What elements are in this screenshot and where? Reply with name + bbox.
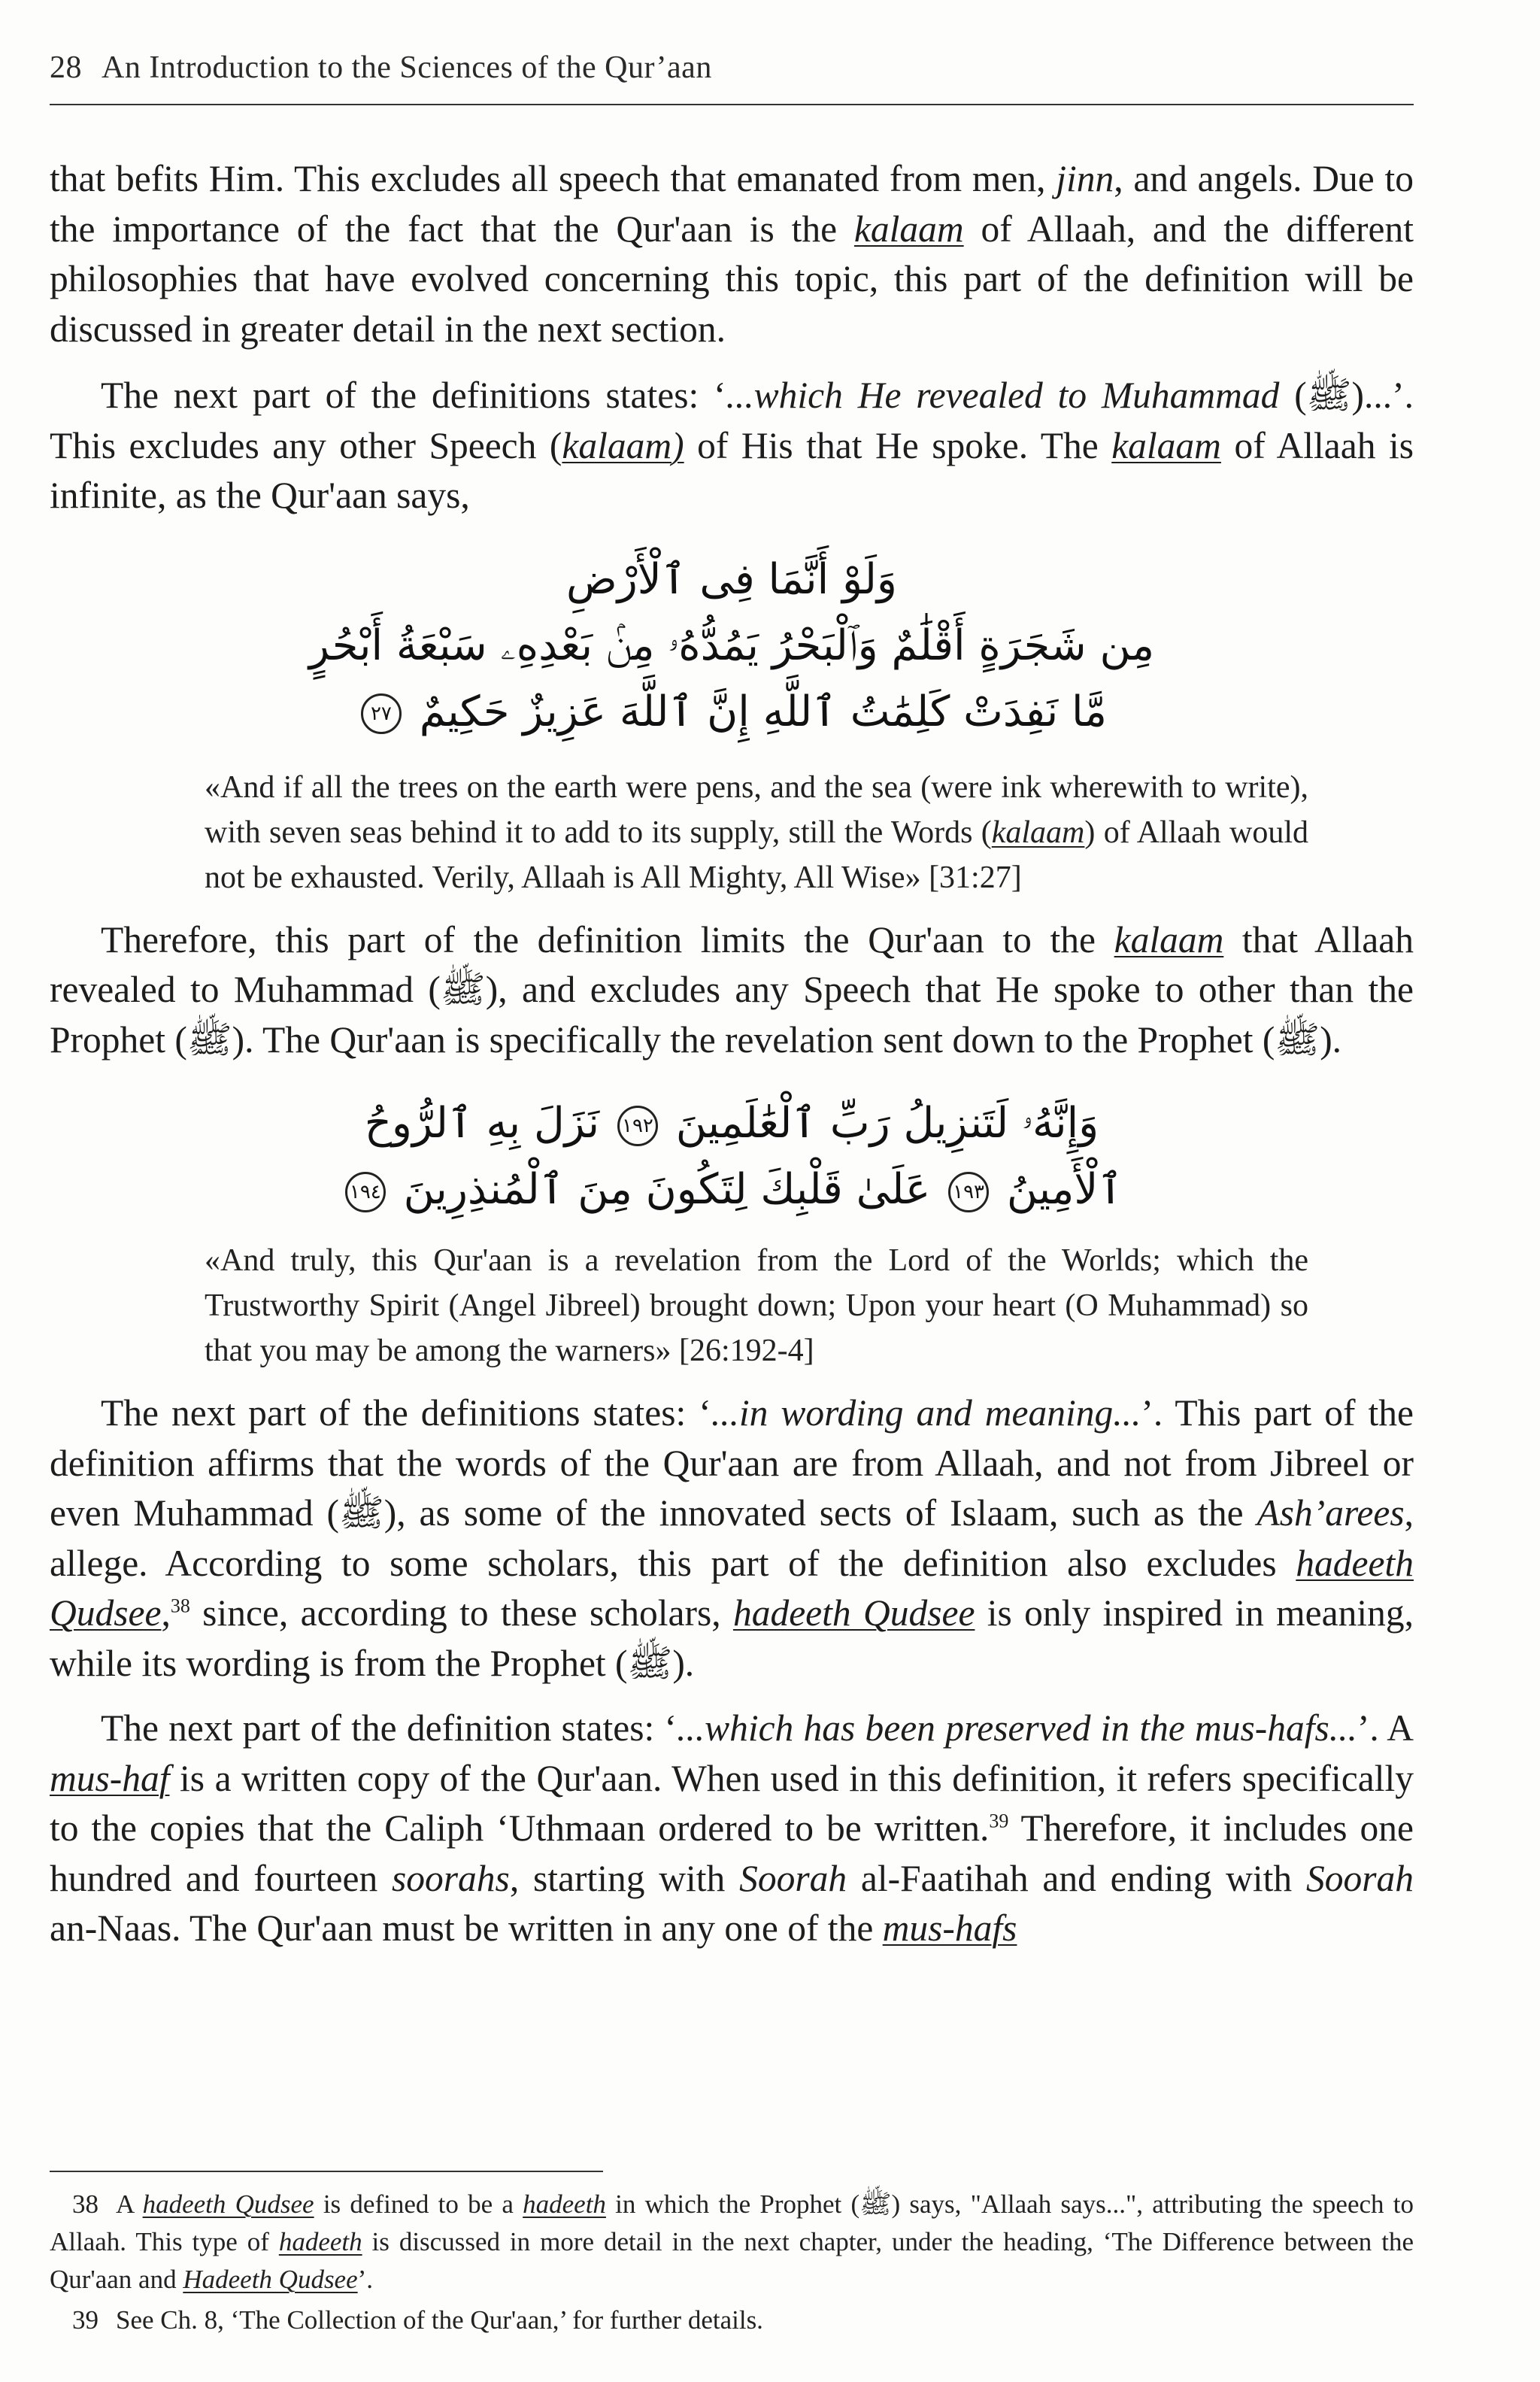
footnotes [50,2186,1414,2339]
text-run: A [116,2189,143,2219]
translation-quote-1 [205,765,1308,900]
italic-term: Soorah [1306,1857,1414,1899]
italic-quote: ...which He revealed to Muhammad [726,375,1280,416]
page [50,0,1414,2382]
text-run: ’. This part of the definition affirms that the words of the Qur'aan are from Allaah, and not from Jibreel or even Muhammad (ﷺ), as some of the innovated sects of Islaam, such as the [50,1392,1414,1534]
ayah-number-mark: ١٩٢ [617,1106,658,1146]
text-run: Therefore, it includes one hundred and fourteen [50,1807,1414,1899]
ayah-number-mark: ١٩٤ [345,1172,386,1212]
page-number: 28 [50,50,82,85]
italic-term: kalaam [991,815,1085,850]
italic-term: kalaam [1114,918,1224,960]
text-run: is discussed in more detail in the next chapter, under the heading, ‘The Difference between the Qur'aan and [50,2227,1414,2294]
arabic-line [50,1091,1414,1157]
text-run: See Ch. 8, ‘The Collection of the Qur'aan,’ for further details. [116,2305,763,2335]
footnote-number: 38 [72,2189,99,2219]
book-title: An Introduction to the Sciences of the Qur’aan [102,50,712,85]
text-run: of Allaah, and the different philosophies that have evolved concerning this topic, this part of the definition will be discussed in greater detail in the next section. [50,208,1414,350]
italic-term: hadeeth [523,2189,606,2219]
text-run: ’. [357,2265,374,2294]
arabic-text: نَزَلَ بِهِ ٱلرُّوحُ [364,1099,600,1148]
italic-term: hadeeth [278,2227,362,2256]
text-run: The next part of the definitions states: ‘ [101,1392,711,1434]
page-body [50,154,1414,1954]
footnote-38 [50,2186,1414,2299]
header-rule [50,104,1414,105]
text-run: of His that He spoke. The [684,424,1112,466]
footnote-rule [50,2171,603,2172]
arabic-line: وَلَوْ أَنَّمَا فِى ٱلْأَرْضِ [566,554,897,604]
italic-quote: ...in wording and meaning... [711,1392,1141,1434]
italic-term: kalaam [853,208,964,250]
translation-quote-2: «And truly, this Qur'aan is a revelation from the Lord of the Worlds; which the Trustworthy Spirit (Angel Jibreel) brought down; Upon your heart (O Muhammad) so that you may be among the warners» [26:192-4] [205,1243,1308,1368]
arabic-line: مِن شَجَرَةٍ أَقْلَٰمٌ وَٱلْبَحْرُ يَمُدُّهُۥ مِنۢ بَعْدِهِۦ سَبْعَةُ أَبْحُرٍ [308,621,1155,670]
running-header [50,47,1414,107]
italic-term: hadeeth Qudsee [732,1592,975,1634]
text-run: is only inspired in meaning, while its wording is from the Prophet (ﷺ). [50,1592,1414,1684]
arabic-line [50,1157,1414,1223]
italic-term: mus-haf [50,1757,170,1799]
footnote-39 [50,2302,1414,2339]
text-run: is defined to be a [314,2189,523,2219]
italic-term: Soorah [739,1857,847,1899]
text-run: The next part of the definition states: ‘ [101,1707,677,1749]
paragraph-5 [50,1704,1414,1954]
arabic-text: عَلَىٰ قَلْبِكَ لِتَكُونَ مِنَ ٱلْمُنذِرِينَ [403,1165,931,1214]
header-text [50,50,712,86]
text-run: «And if all the trees on the earth were pens, and the sea (were ink wherewith to write), with seven seas behind it to add to its supply, still the Words ( [205,769,1308,850]
text-run: , starting with [509,1857,740,1899]
text-run: ) of Allaah would not be exhausted. Verily, Allaah is All Mighty, All Wise» [31:27] [205,815,1308,895]
paragraph-2 [50,371,1414,521]
italic-term: kalaam) [562,424,684,466]
text-run: (ﷺ)...’. This excludes any other Speech ( [50,375,1414,466]
italic-term: Hadeeth Qudsee [183,2265,358,2294]
arabic-verse-1 [50,547,1414,745]
footnote-ref-39[interactable]: 39 [989,1810,1009,1832]
arabic-line [50,679,1414,745]
text-run: that Allaah revealed to Muhammad (ﷺ), and excludes any Speech that He spoke to other than the Prophet (ﷺ). The Qur'aan is specifically the revelation sent down to the Prophet (ﷺ). [50,918,1414,1061]
paragraph-1 [50,154,1414,354]
italic-term: jinn [1056,158,1114,199]
paragraph-4 [50,1388,1414,1689]
text-run: Therefore, this part of the definition limits the Qur'aan to the [101,918,1114,960]
text-run: al-Faatihah and ending with [847,1857,1306,1899]
text-run: of Allaah is infinite, as the Qur'aan says, [50,424,1414,516]
ayah-number-mark: ٢٧ [361,693,402,734]
italic-term: hadeeth Qudsee [50,1542,1414,1634]
text-run: that befits Him. This excludes all speech that emanated from men, [50,158,1056,199]
ayah-number-mark: ١٩٣ [948,1172,989,1212]
text-run: ’. A [1357,1707,1414,1749]
italic-term: kalaam [1111,424,1221,466]
text-run: , allege. According to some scholars, this part of the definition also excludes [50,1492,1414,1584]
arabic-verse-2 [50,1091,1414,1223]
italic-term: hadeeth Qudsee [142,2189,314,2219]
text-run: in which the Prophet (ﷺ) says, "Allaah says...", attributing the speech to Allaah. This type of [50,2189,1414,2256]
italic-term: Ash’arees [1257,1492,1405,1534]
arabic-text: مَّا نَفِدَتْ كَلِمَٰتُ ٱللَّهِ إِنَّ ٱللَّهَ عَزِيزٌ حَكِيمٌ [419,687,1108,736]
footnote-number: 39 [72,2305,99,2335]
paragraph-3 [50,915,1414,1066]
footnote-ref-38[interactable]: 38 [170,1595,190,1617]
italic-term: mus-hafs [882,1907,1017,1949]
italic-term: soorahs [392,1857,510,1899]
text-run: , [161,1592,171,1634]
arabic-text: وَإِنَّهُۥ لَتَنزِيلُ رَبِّ ٱلْعَٰلَمِينَ [675,1099,1099,1148]
text-run: is a written copy of the Qur'aan. When used in this definition, it refers specifically to the copies that the Caliph ‘Uthmaan ordered to be written. [50,1757,1414,1849]
text-run: , and angels. Due to the importance of the fact that the Qur'aan is the [50,158,1414,250]
italic-quote: ...which has been preserved in the mus-hafs... [676,1707,1357,1749]
text-run: The next part of the definitions states: ‘ [101,375,726,416]
text-run: since, according to these scholars, [189,1592,733,1634]
text-run: an-Naas. The Qur'aan must be written in any one of the [50,1907,883,1949]
arabic-text: ٱلْأَمِينُ [1006,1165,1123,1214]
